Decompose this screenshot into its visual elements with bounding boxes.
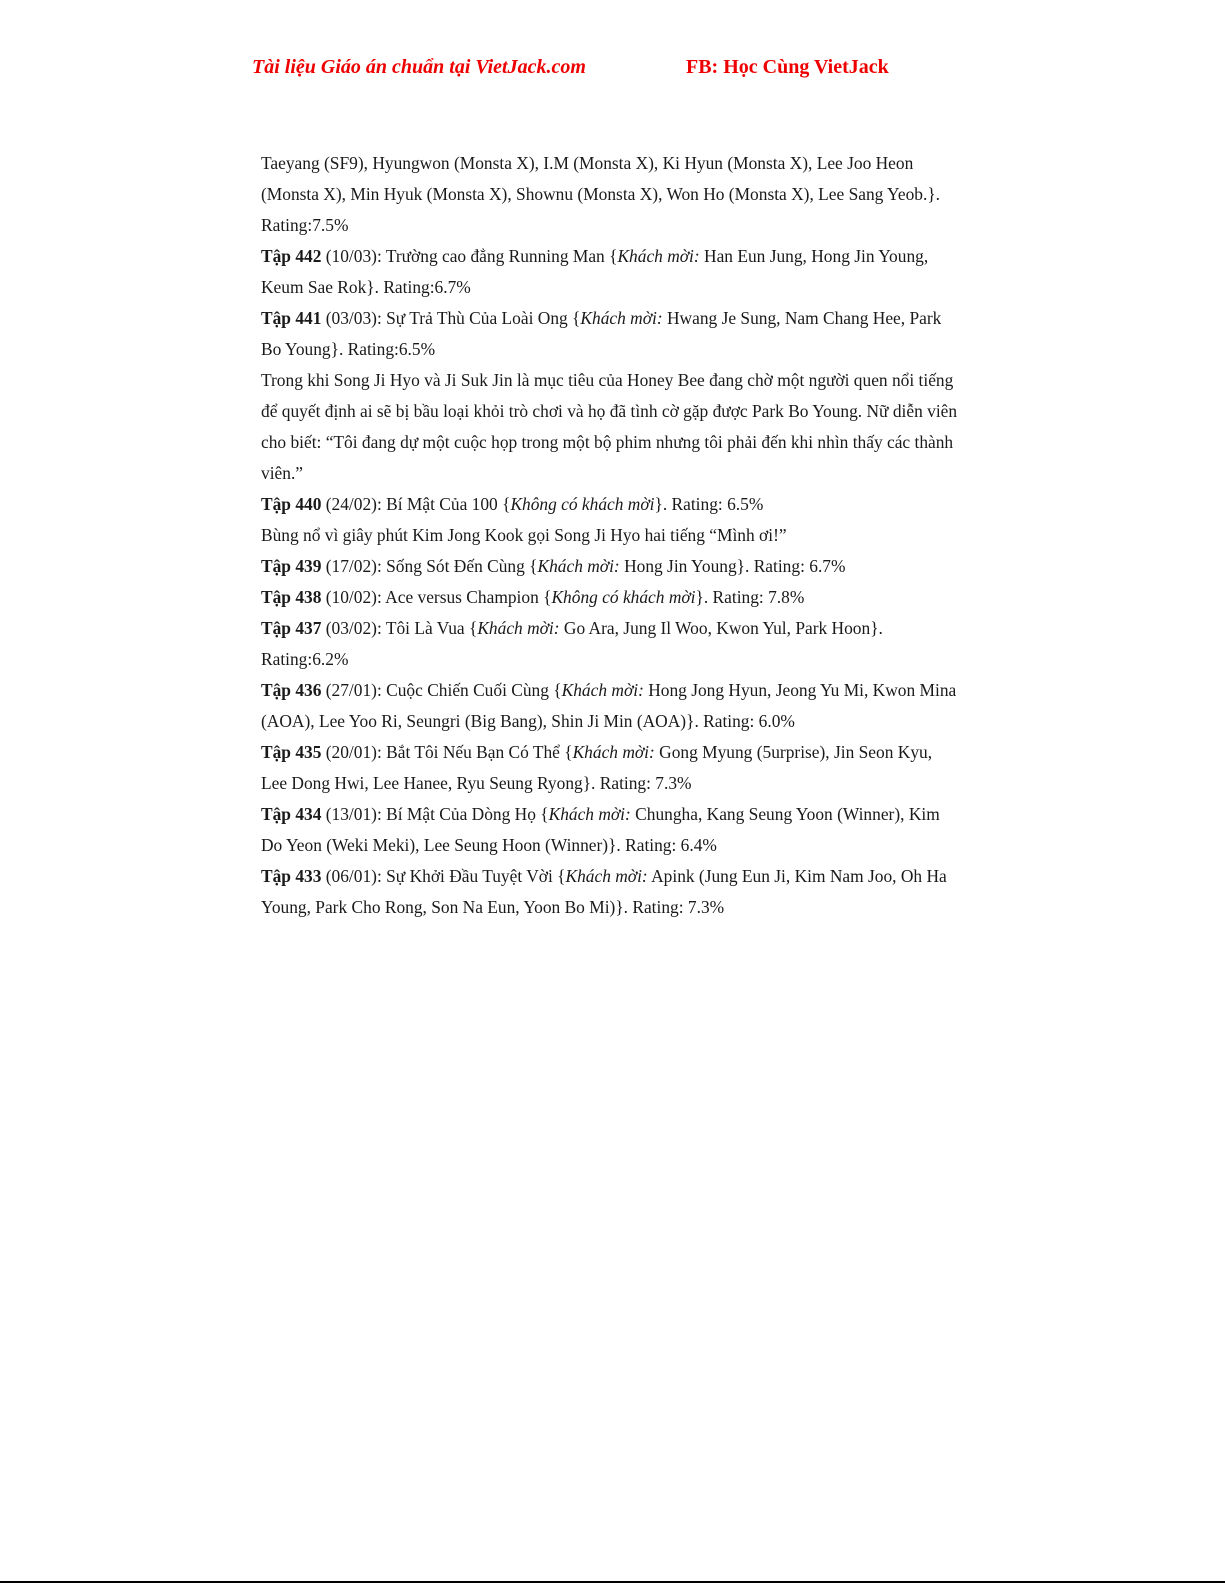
episode-details: }. Rating: 6.5% [654, 494, 764, 514]
episode-label: Tập 440 [261, 494, 322, 514]
episode-label: Tập 438 [261, 587, 322, 607]
episode-date: (06/01): [321, 866, 387, 886]
guest-label: Khách mời: [580, 308, 663, 328]
episode-entry [261, 582, 961, 613]
episode-date: (13/01): [321, 804, 387, 824]
episode-title: Sự Khởi Đầu Tuyệt Vời { [386, 866, 566, 886]
episode-entry [261, 799, 961, 861]
episode-details: Han Eun Jung, Hong Jin Young, Keum Sae Rok}. Rating:6.7% [261, 246, 929, 297]
episode-date: (10/02): [321, 587, 386, 607]
episode-title: Bí Mật Của Dòng Họ { [386, 804, 549, 824]
episode-entry [261, 861, 961, 923]
intro-paragraph: Taeyang (SF9), Hyungwon (Monsta X), I.M (Monsta X), Ki Hyun (Monsta X), Lee Joo Heon (Monsta X), Min Hyuk (Monsta X), Shownu (Monsta X), Won Ho (Monsta X), Lee Sang Yeob.}. Rating:7.5% [261, 153, 941, 235]
episode-label: Tập 441 [261, 308, 322, 328]
episode-details: Go Ara, Jung Il Woo, Kwon Yul, Park Hoon}. Rating:6.2% [261, 618, 883, 669]
episode-date: (03/03): [321, 308, 387, 328]
guest-label: Khách mời: [572, 742, 655, 762]
episode-details: Apink (Jung Eun Ji, Kim Nam Joo, Oh Ha Young, Park Cho Rong, Son Na Eun, Yoon Bo Mi)}. Rating: 7.3% [261, 866, 947, 917]
episode-title: Trường cao đẳng Running Man { [385, 246, 618, 266]
episode-entry [261, 241, 961, 303]
episode-label: Tập 435 [261, 742, 322, 762]
guest-label: Không có khách mời [510, 494, 655, 514]
header-site-link[interactable]: Tài liệu Giáo án chuẩn tại VietJack.com [252, 56, 586, 78]
guest-label: Khách mời: [548, 804, 631, 824]
episode-details: Hong Jong Hyun, Jeong Yu Mi, Kwon Mina (AOA), Lee Yoo Ri, Seungri (Big Bang), Shin Ji Min (AOA)}. Rating: 6.0% [261, 680, 957, 731]
episode-label: Tập 436 [261, 680, 322, 700]
guest-label: Khách mời: [565, 866, 648, 886]
episode-details: Hwang Je Sung, Nam Chang Hee, Park Bo Young}. Rating:6.5% [261, 308, 942, 359]
episode-details: }. Rating: 7.8% [695, 587, 805, 607]
episode-title: Bí Mật Của 100 { [386, 494, 511, 514]
episode-details: Chungha, Kang Seung Yoon (Winner), Kim Do Yeon (Weki Meki), Lee Seung Hoon (Winner)}. Rating: 6.4% [261, 804, 940, 855]
episode-date: (20/01): [321, 742, 387, 762]
episode-label: Tập 439 [261, 556, 322, 576]
guest-label: Không có khách mời [551, 587, 696, 607]
guest-label: Khách mời: [537, 556, 620, 576]
episode-date: (24/02): [321, 494, 387, 514]
episode-note: Trong khi Song Ji Hyo và Ji Suk Jin là mục tiêu của Honey Bee đang chờ một người quen nổi tiếng để quyết định ai sẽ bị bầu loại khỏi trò chơi và họ đã tình cờ gặp được Park Bo Young. Nữ diễn viên cho biết: “Tôi đang dự một cuộc họp trong một bộ phim nhưng tôi phải đến khi nhìn thấy các thành viên.” [261, 370, 958, 483]
episode-label: Tập 437 [261, 618, 322, 638]
episode-entry [261, 303, 961, 365]
episode-title: Sống Sót Đến Cùng { [386, 556, 538, 576]
episode-note: Bùng nổ vì giây phút Kim Jong Kook gọi Song Ji Hyo hai tiếng “Mình ơi!” [261, 525, 787, 545]
episode-date: (10/03): [321, 246, 386, 266]
episode-title: Cuộc Chiến Cuối Cùng { [386, 680, 562, 700]
header-facebook-link[interactable]: FB: Học Cùng VietJack [686, 56, 889, 78]
episode-title: Sự Trả Thù Của Loài Ong { [386, 308, 581, 328]
episode-date: (03/02): [321, 618, 386, 638]
episode-title: Tôi Là Vua { [385, 618, 478, 638]
episode-label: Tập 433 [261, 866, 322, 886]
episode-date: (27/01): [321, 680, 387, 700]
episode-entry [261, 489, 961, 520]
episode-title: Bắt Tôi Nếu Bạn Có Thể { [386, 742, 573, 762]
document-body [261, 148, 961, 923]
episode-entry [261, 613, 961, 675]
episode-entry [261, 737, 961, 799]
guest-label: Khách mời: [561, 680, 644, 700]
page-bottom-divider [0, 1581, 1225, 1583]
guest-label: Khách mời: [477, 618, 560, 638]
episode-entry [261, 551, 961, 582]
episode-label: Tập 434 [261, 804, 322, 824]
episode-label: Tập 442 [261, 246, 322, 266]
guest-label: Khách mời: [617, 246, 700, 266]
episode-entry [261, 675, 961, 737]
episode-details: Hong Jin Young}. Rating: 6.7% [619, 556, 846, 576]
episode-title: Ace versus Champion { [385, 587, 552, 607]
episode-details: Gong Myung (5urprise), Jin Seon Kyu, Lee Dong Hwi, Lee Hanee, Ryu Seung Ryong}. Rating: 7.3% [261, 742, 933, 793]
episode-date: (17/02): [321, 556, 387, 576]
